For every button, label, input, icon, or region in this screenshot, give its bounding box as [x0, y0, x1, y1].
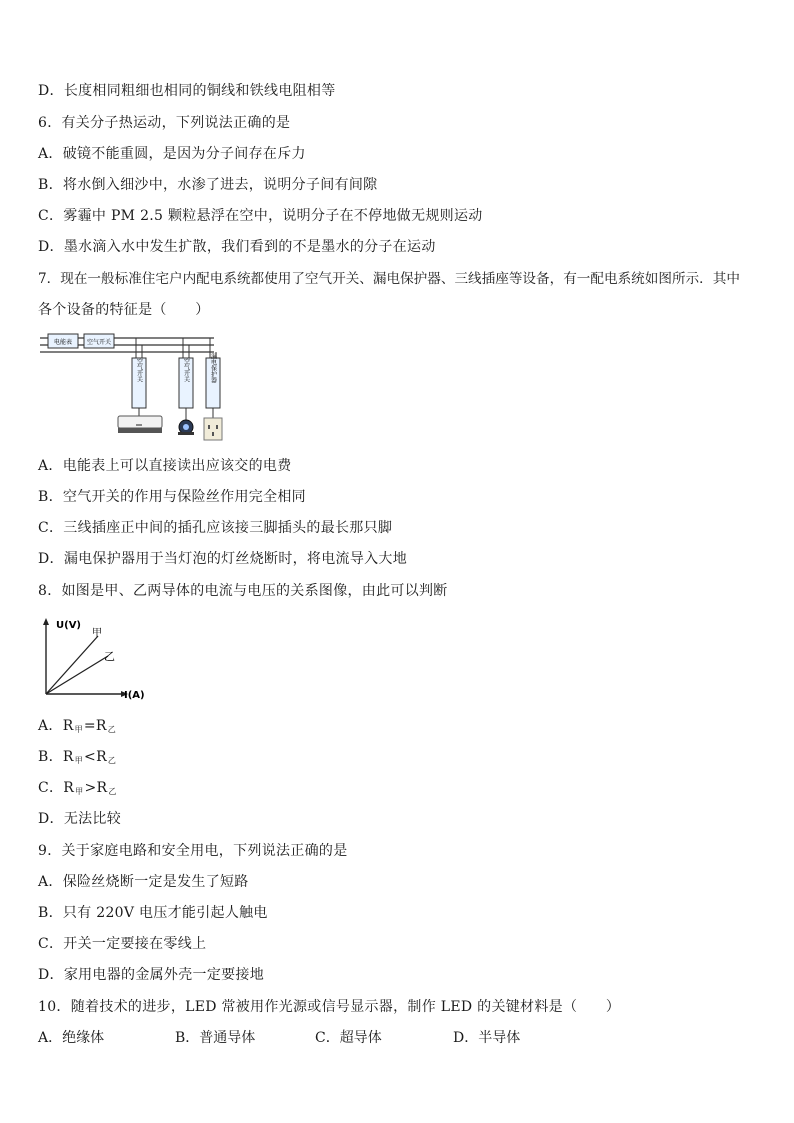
q9-stem: 9．关于家庭电路和安全用电，下列说法正确的是 — [38, 843, 348, 859]
branch3-label: 漏电保护器 — [209, 353, 217, 383]
q9-option-c: C．开关一定要接在零线上 — [38, 936, 207, 952]
q10-option-c: C．超导体 — [315, 1030, 382, 1046]
q6-option-a: A．破镜不能重圆，是因为分子间存在斥力 — [38, 146, 306, 162]
line-jia — [46, 636, 98, 694]
q10-options — [38, 1028, 738, 1048]
q7-option-a: A．电能表上可以直接读出应该交的电费 — [38, 458, 292, 474]
main-switch-label: 空气开关 — [86, 339, 112, 346]
line-yi — [46, 656, 108, 694]
branch1-label: 空气开关 — [135, 358, 143, 382]
line-yi-label: 乙 — [104, 650, 115, 663]
lamp-icon — [178, 420, 194, 435]
y-axis-label: U(V) — [56, 620, 81, 631]
q7-option-c: C．三线插座正中间的插孔应该接三脚插头的最长那只脚 — [38, 520, 393, 536]
socket-icon — [204, 418, 222, 440]
q8-option-c: C．$R_甲>R_乙$ — [38, 780, 117, 796]
q5-option-d: D．长度相同粗细也相同的铜线和铁线电阻相等 — [38, 83, 336, 99]
q7-option-b: B．空气开关的作用与保险丝作用完全相同 — [38, 489, 306, 505]
q10-option-b: B．普通导体 — [175, 1030, 256, 1046]
q7-stem-line1: 7．现在一般标准住宅户内配电系统都使用了空气开关、漏电保护器、三线插座等设备，有一配电系统如图所示．其中 — [38, 271, 740, 287]
line-jia-label: 甲 — [92, 628, 102, 639]
q10-stem: 10．随着技术的进步，LED 常被用作光源或信号显示器，制作 LED 的关键材料是（ ） — [38, 999, 621, 1015]
q10-option-a: A．绝缘体 — [38, 1030, 105, 1046]
q6-option-d: D．墨水滴入水中发生扩散，我们看到的不是墨水的分子在运动 — [38, 239, 436, 255]
q6-option-c: C．雾霾中 PM 2.5 颗粒悬浮在空中，说明分子在不停地做无规则运动 — [38, 208, 483, 224]
q7-stem-line2: 各个设备的特征是（ ） — [38, 302, 210, 318]
x-axis-label: I(A) — [124, 690, 145, 701]
q8-option-d: D．无法比较 — [38, 811, 122, 827]
q7-option-d: D．漏电保护器用于当灯泡的灯丝烧断时，将电流导入大地 — [38, 551, 408, 567]
q6-stem: 6．有关分子热运动，下列说法正确的是 — [38, 115, 291, 131]
q9-option-d: D．家用电器的金属外壳一定要接地 — [38, 967, 265, 983]
q8-stem: 8．如图是甲、乙两导体的电流与电压的关系图像，由此可以判断 — [38, 583, 448, 599]
branch2-label: 空气开关 — [182, 358, 190, 382]
q10-option-d: D．半导体 — [453, 1030, 521, 1046]
q8-option-b: B．$R_甲<R_乙$ — [38, 749, 117, 765]
q9-option-b: B．只有 220V 电压才能引起人触电 — [38, 905, 268, 921]
q7-circuit-diagram — [36, 328, 236, 448]
q8-ui-graph — [38, 614, 156, 702]
q6-option-b: B．将水倒入细沙中，水渗了进去，说明分子间有间隙 — [38, 177, 378, 193]
air-conditioner-icon — [118, 416, 162, 433]
q8-option-a: A．$R_甲=R_乙$ — [38, 718, 117, 734]
meter-label: 电能表 — [53, 339, 73, 346]
q9-option-a: A．保险丝烧断一定是发生了短路 — [38, 874, 249, 890]
